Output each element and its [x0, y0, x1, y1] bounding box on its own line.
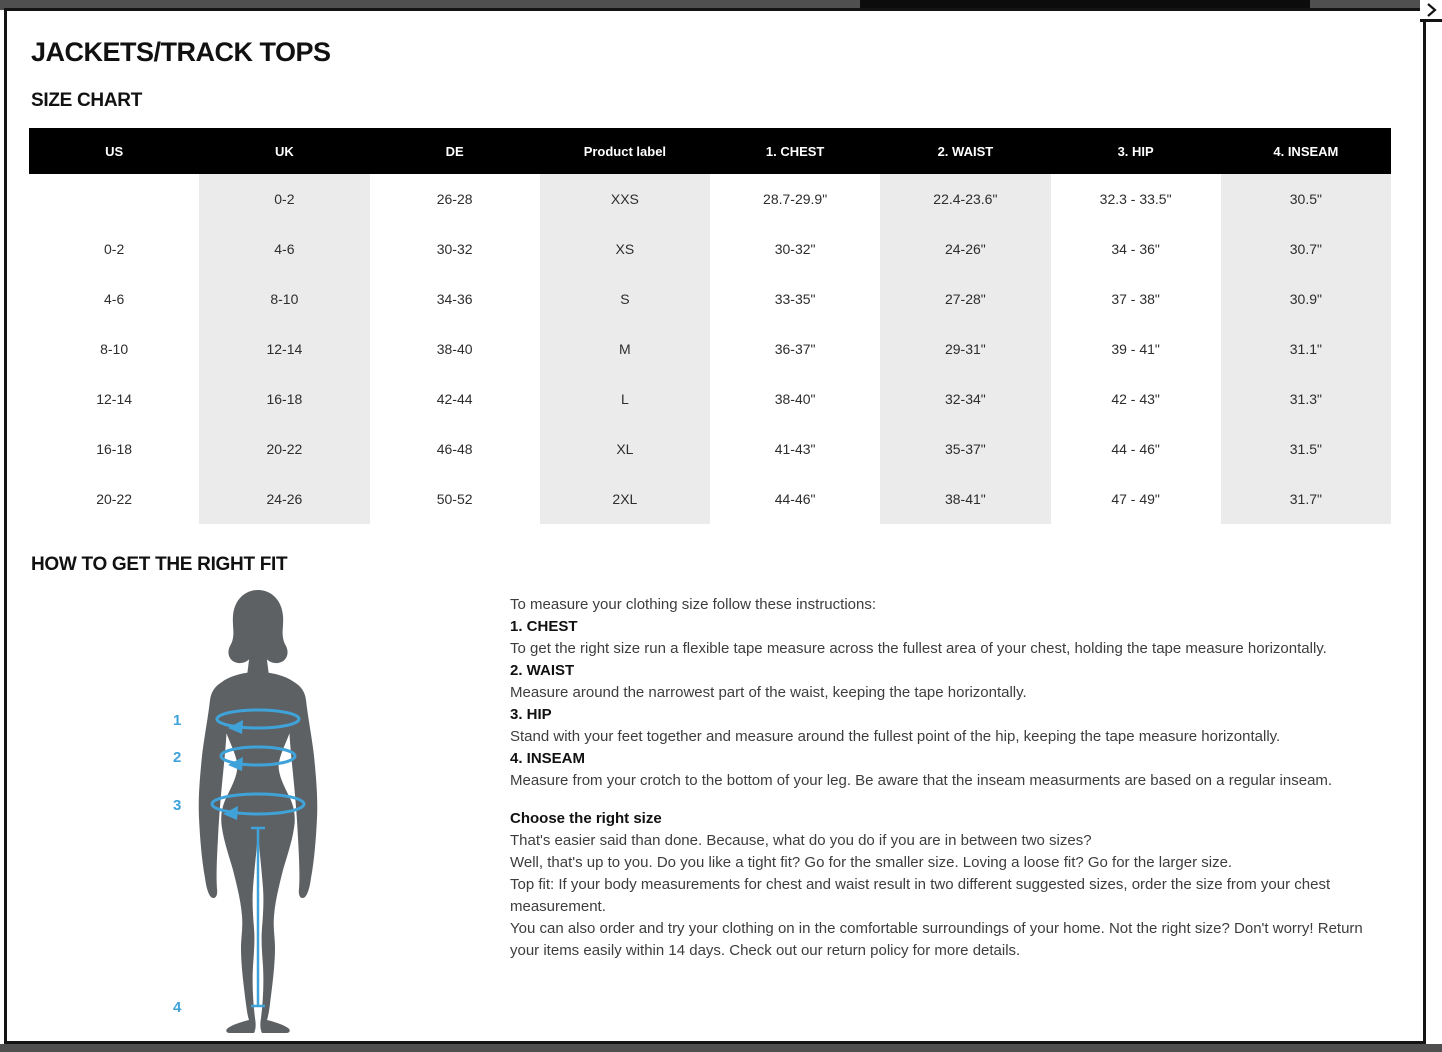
- size-row: [29, 324, 1391, 374]
- fit-section: [31, 580, 1409, 1050]
- size-cell: XL: [540, 424, 710, 474]
- fit-instruction-label: 4. INSEAM: [510, 750, 586, 767]
- column-header: UK: [199, 128, 369, 174]
- size-cell: S: [540, 274, 710, 324]
- size-cell: 31.1": [1221, 324, 1391, 374]
- size-cell: 0-2: [104, 241, 125, 257]
- size-cell: 28.7-29.9": [763, 191, 828, 207]
- chevron-right-icon: [1425, 3, 1437, 17]
- size-guide-content: [7, 11, 1423, 1041]
- size-cell: 30-32: [436, 241, 473, 257]
- size-cell: 33-35": [774, 291, 816, 307]
- size-row: [29, 374, 1391, 424]
- size-cell: 24-26": [880, 224, 1050, 274]
- figure-label-chest: 1: [173, 712, 182, 729]
- size-row: [29, 174, 1391, 224]
- size-chart-heading: SIZE CHART: [31, 90, 143, 111]
- fit-instruction-text: Measure from your crotch to the bottom of your leg. Be aware that the inseam measurments are based on a regular inseam.: [510, 772, 1333, 789]
- size-cell: 34 - 36": [1111, 241, 1160, 257]
- column-header: 4. INSEAM: [1221, 128, 1391, 174]
- size-cell: 4-6: [104, 291, 125, 307]
- size-cell: 30.7": [1221, 224, 1391, 274]
- size-cell: 31.5": [1221, 424, 1391, 474]
- size-cell: XXS: [540, 174, 710, 224]
- size-cell: 44 - 46": [1111, 441, 1160, 457]
- figure-label-waist: 2: [173, 749, 182, 766]
- size-cell: 16-18: [96, 441, 133, 457]
- column-header: 3. HIP: [1051, 128, 1221, 174]
- column-header: US: [29, 128, 199, 174]
- size-cell: XS: [540, 224, 710, 274]
- size-cell: 20-22: [96, 491, 133, 507]
- size-cell: 20-22: [199, 424, 369, 474]
- waist-arrow-icon: [228, 757, 243, 771]
- size-cell: 38-40: [436, 341, 473, 357]
- size-cell: 8-10: [100, 341, 129, 357]
- fit-instructions: [510, 594, 1393, 962]
- size-cell: 26-28: [436, 191, 473, 207]
- fit-instruction-text: Measure around the narrowest part of the waist, keeping the tape horizontally.: [510, 684, 1027, 701]
- size-cell: 38-41": [880, 474, 1050, 524]
- fit-instruction-label: 3. HIP: [510, 706, 552, 723]
- size-cell: 12-14: [199, 324, 369, 374]
- size-cell: M: [540, 324, 710, 374]
- size-cell: 31.3": [1221, 374, 1391, 424]
- size-cell: 37 - 38": [1111, 291, 1160, 307]
- size-cell: 4-6: [199, 224, 369, 274]
- fit-instruction-text: To get the right size run a flexible tape measure across the fullest area of your chest, holding the tape measure horizontally.: [510, 640, 1327, 657]
- size-cell: 34-36: [436, 291, 473, 307]
- size-row: [29, 274, 1391, 324]
- size-guide-panel: [4, 8, 1426, 1044]
- fit-instruction-text: Well, that's up to you. Do you like a tight fit? Go for the smaller size. Loving a loose fit? Go for the larger size.: [510, 854, 1233, 871]
- size-cell: 29-31": [880, 324, 1050, 374]
- size-cell: [29, 174, 199, 224]
- column-header: DE: [370, 128, 540, 174]
- size-cell: 16-18: [199, 374, 369, 424]
- fit-heading: HOW TO GET THE RIGHT FIT: [31, 554, 288, 575]
- size-cell: 36-37": [774, 341, 816, 357]
- page-title: JACKETS/TRACK TOPS: [31, 37, 331, 67]
- size-cell: 30-32": [774, 241, 816, 257]
- size-cell: 32.3 - 33.5": [1099, 191, 1172, 207]
- column-header: 1. CHEST: [710, 128, 880, 174]
- body-silhouette-figure: [143, 586, 373, 1038]
- size-cell: 38-40": [774, 391, 816, 407]
- size-cell: L: [540, 374, 710, 424]
- fit-instruction-label: Choose the right size: [510, 810, 662, 827]
- fit-instruction-text: Stand with your feet together and measure around the fullest point of the hip, keeping the tape measure horizontally.: [510, 728, 1281, 745]
- size-row: [29, 474, 1391, 524]
- size-cell: 50-52: [436, 491, 473, 507]
- size-chart-table: [29, 128, 1391, 524]
- size-cell: 31.7": [1221, 474, 1391, 524]
- measurement-figure: [143, 586, 373, 1038]
- size-cell: 30.5": [1221, 174, 1391, 224]
- size-cell: 39 - 41": [1111, 341, 1160, 357]
- size-cell: 42 - 43": [1111, 391, 1160, 407]
- size-cell: 46-48: [436, 441, 473, 457]
- size-cell: 35-37": [880, 424, 1050, 474]
- size-cell: 2XL: [540, 474, 710, 524]
- size-cell: 8-10: [199, 274, 369, 324]
- fit-instruction-text: To measure your clothing size follow these instructions:: [510, 596, 877, 613]
- size-cell: 27-28": [880, 274, 1050, 324]
- figure-label-hip: 3: [173, 797, 182, 814]
- size-cell: 0-2: [199, 174, 369, 224]
- figure-label-inseam: 4: [173, 999, 182, 1016]
- fit-instruction-text: That's easier said than done. Because, what do you do if you are in between two sizes?: [510, 832, 1092, 849]
- column-header: Product label: [540, 128, 710, 174]
- fit-instruction-label: 1. CHEST: [510, 618, 578, 635]
- fit-instruction-label: 2. WAIST: [510, 662, 575, 679]
- fit-instruction-text: Top fit: If your body measurements for chest and waist result in two different suggested sizes, order the size from your chest measurement.: [510, 876, 1331, 915]
- size-cell: 12-14: [96, 391, 133, 407]
- fit-instruction-text: You can also order and try your clothing on in the comfortable surroundings of your home. Not the right size? Don't worry! Return your items easily within 14 days. Check out our return policy for more details.: [510, 920, 1363, 959]
- size-cell: 47 - 49": [1111, 491, 1160, 507]
- column-header: 2. WAIST: [880, 128, 1050, 174]
- size-cell: 22.4-23.6": [880, 174, 1050, 224]
- size-cell: 41-43": [774, 441, 816, 457]
- size-cell: 32-34": [880, 374, 1050, 424]
- size-cell: 24-26: [199, 474, 369, 524]
- size-cell: 44-46": [774, 491, 816, 507]
- size-cell: 30.9": [1221, 274, 1391, 324]
- collapse-drawer-button[interactable]: [1420, 0, 1442, 22]
- size-row: [29, 424, 1391, 474]
- size-row: [29, 224, 1391, 274]
- size-chart-header-row: [29, 128, 1391, 174]
- size-cell: 42-44: [436, 391, 473, 407]
